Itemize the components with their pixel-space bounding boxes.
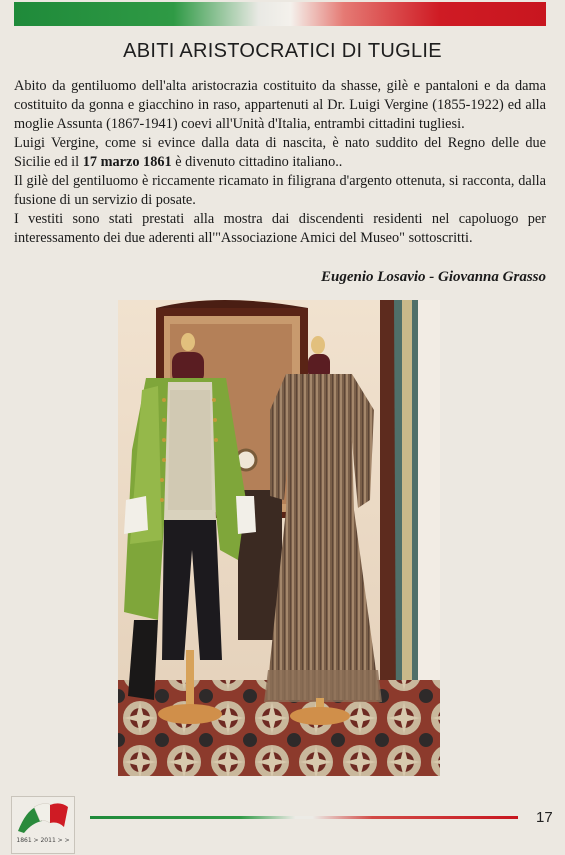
paragraph-1: Abito da gentiluomo dell'alta aristocrazia costituito da shasse, gilè e pantaloni e da dama costituito da gonna e giacchino in raso, appartenuti al Dr. Luigi Vergine (1855-1922) ed alla moglie Assunta (1867-1941) coevi all'Unità d'Italia, entrambi cittadini tugliesi. [14,78,546,132]
footer-tricolor-line [90,816,518,819]
paragraph-2-start: Luigi Vergine, come si evince dalla data di nascita, è nato suddito del Regno delle due Sicilie ed il [14,135,546,170]
paragraph-2 [14,134,546,172]
paragraph-2-end: è divenuto cittadino italiano.. [171,154,343,170]
page-number: 17 [536,809,553,826]
logo-caption: 1861 > 2011 > > [16,837,70,844]
costumes-photo-illustration [118,300,440,776]
italian-flag-bar [14,2,546,26]
paragraph-3: Il gilè del gentiluomo è riccamente ricamato in filigrana d'argento ottenuta, si racconta, dalla fusione di un servizio di posate. [14,173,546,208]
anniversary-logo [11,796,75,854]
authors-signature: Eugenio Losavio - Giovanna Grasso [320,269,546,285]
date-highlight: 17 marzo 1861 [82,154,172,170]
article-body [14,77,546,248]
flag-emblem-icon [12,797,74,837]
costumes-photo [118,300,440,776]
page-title: ABITI ARISTOCRATICI DI TUGLIE [123,40,442,62]
paragraph-4: I vestiti sono stati prestati alla mostra dai discendenti residenti nel capoluogo per interessamento dei due aderenti all'"Associazione Amici del Museo" sottoscritti. [14,211,546,246]
